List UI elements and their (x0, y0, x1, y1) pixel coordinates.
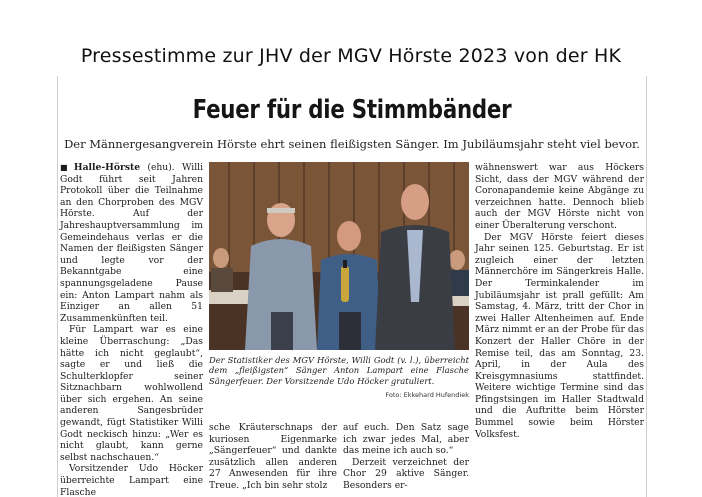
paragraph: sche Kräuterschnaps der kuriosen Eigenmarke „Sängerfeuer“ und dankte zusätzlich allen anderen 27 Anwesenden für ihre Treue. „Ich bin sehr stolz (209, 422, 337, 491)
paragraph: auf euch. Den Satz sage ich zwar jedes Mal, aber das meine ich auch so.“ (343, 422, 469, 457)
article-column-1 (60, 162, 203, 497)
dateline: ■ Halle-Hörste (60, 162, 140, 173)
paragraph (60, 162, 203, 324)
article-column-3 (343, 422, 469, 492)
article-subheadline: Der Männergesangverein Hörste ehrt seinen fleißigsten Sänger. Im Jubiläumsjahr steht viel bevor. (64, 137, 640, 151)
paragraph-text: (ehu). Willi Godt führt seit Jahren Protokoll über die Teilnahme an den Chorproben des MGV Hörste. Auf der Jahreshauptversammlung im Gemeindehaus verlas er die Namen der fleißigsten Sänger und legte vor der Bekanntgabe eine spannungsgeladene Pause ein: Anton Lampart nahm als Einziger an allen 51 Zusammenkünften teil. (60, 162, 204, 324)
newspaper-clipping (57, 76, 647, 497)
paragraph: wähnenswert war aus Höckers Sicht, dass der MGV während der Coronapandemie keine Abgänge zu verzeichnen hatte. Dennoch blieb auch der MGV Hörste nicht von einer Überalterung verschont. (475, 162, 644, 231)
article-headline: Feuer für die Stimmbänder (192, 95, 512, 125)
photo-caption: Der Statistiker des MGV Hörste, Willi Godt (v. l.), überreicht dem „fleißigsten“ Sänger Anton Lampart eine Flasche Sängerfeuer. Der Vorsitzende Udo Höcker gratuliert. (209, 355, 469, 386)
photo-credit: Foto: Ekkehard Hufendiek (385, 391, 469, 399)
paragraph: Der MGV Hörste feiert dieses Jahr seinen 125. Geburtstag. Er ist zugleich einer der letzten Männerchöre im Sängerkreis Halle. Der Terminkalender im Jubiläumsjahr ist prall gefüllt: Am Samstag, 4. März, tritt der Chor in zwei Haller Altenheimen auf. Ende März nimmt er an der Probe für das Konzert der Haller Chöre in der Remise teil, das am Sonntag, 23. April, in der Aula des Kreisgymnasiums stattfindet. Weitere wichtige Termine sind das Pfingstsingen im Haller Stadtwald und die Auftritte beim Hörster Bummel sowie beim Hörster Volksfest. (475, 231, 644, 440)
banner-title: Pressestimme zur JHV der MGV Hörste 2023 von der HK (80, 45, 622, 67)
article-column-4 (475, 162, 644, 440)
paragraph: Derzeit verzeichnet der Chor 29 aktive Sänger. Besonders er- (343, 456, 469, 491)
paragraph: Für Lampart war es eine kleine Überraschung: „Das hätte ich nicht geglaubt“, sagte er und ließ die Schulterklopfer seiner Sitznachbarn wohlwollend über sich ergehen. An seine anderen Sangesbrüder gewandt, fügt Statistiker Willi Godt neckisch hinzu: „Wer es nicht glaubt, kann gerne selbst nachschauen.“ (60, 324, 203, 463)
article-column-2 (209, 422, 337, 492)
paragraph: Vorsitzender Udo Höcker überreichte Lampart eine Flasche (60, 463, 203, 497)
article-photo (209, 162, 469, 350)
